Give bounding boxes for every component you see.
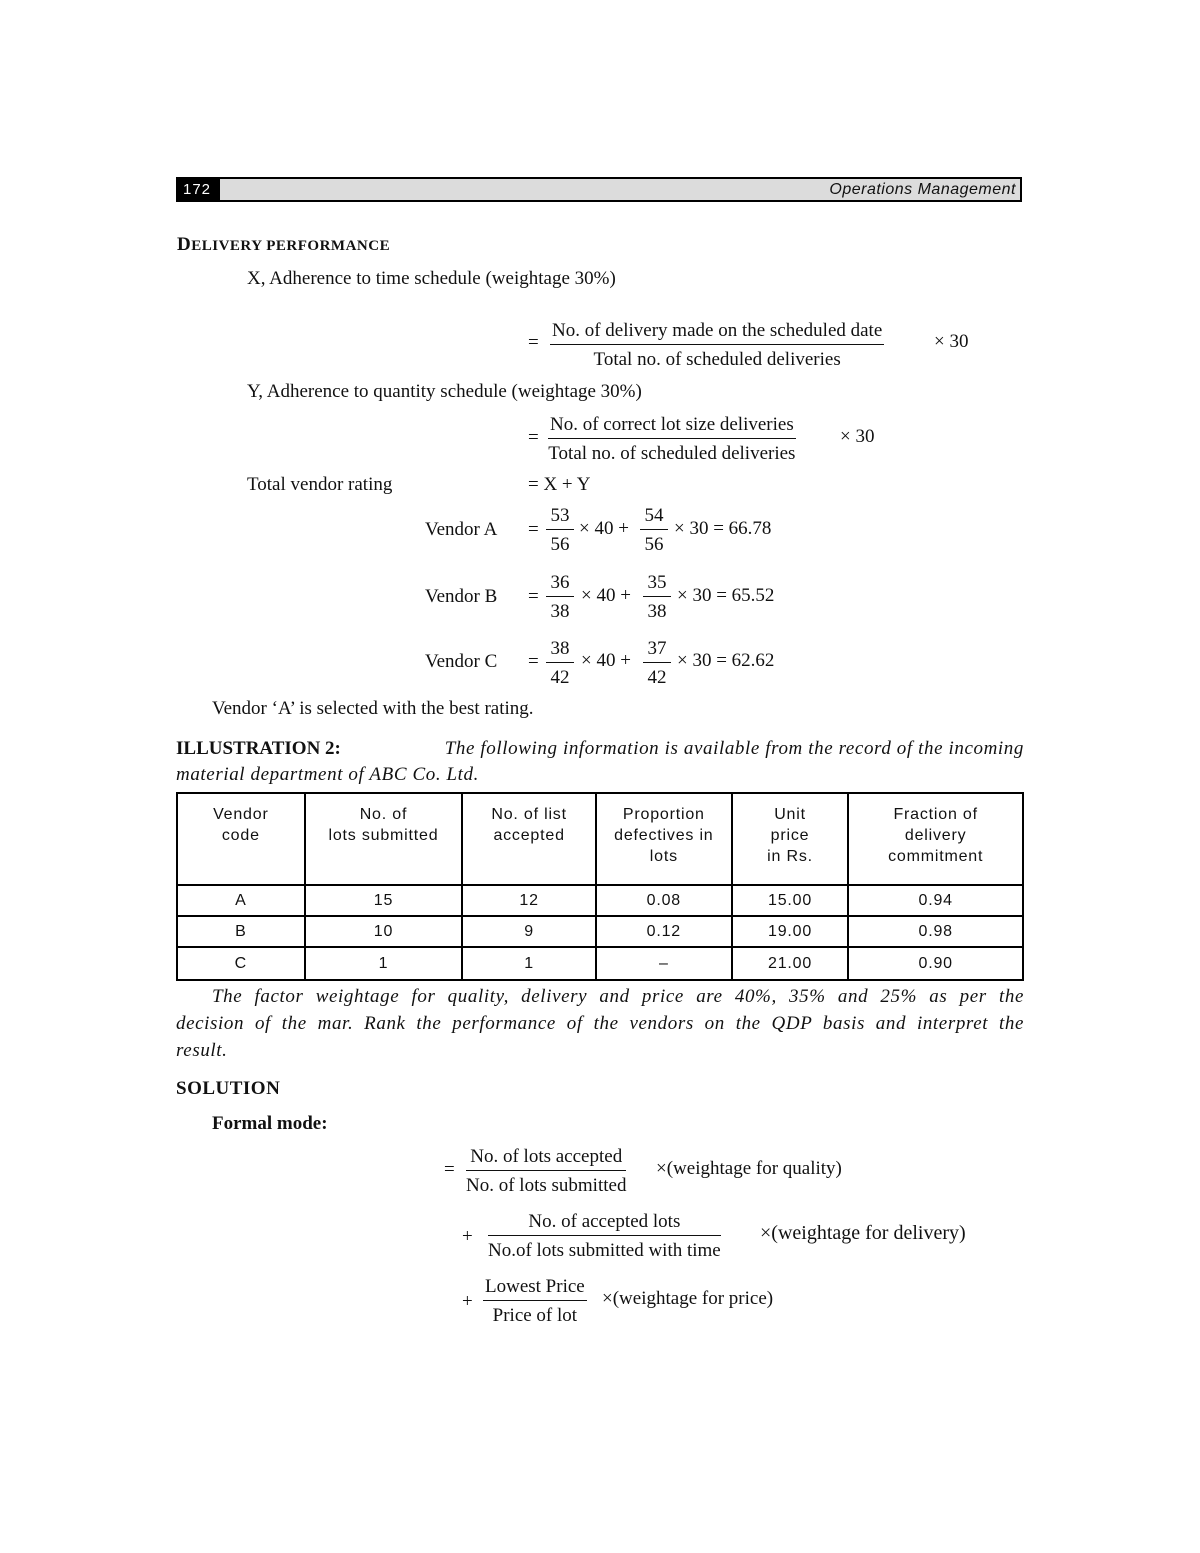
formula-equals: = (444, 1159, 455, 1180)
table-cell: 0.94 (848, 885, 1023, 916)
table-cell: C (177, 947, 305, 980)
x-numerator: No. of delivery made on the scheduled date (550, 318, 884, 345)
table-cell: 15.00 (732, 885, 849, 916)
table-cell: 0.08 (596, 885, 732, 916)
vendor-b-num-2: 35 (643, 570, 671, 597)
table-cell: 0.12 (596, 916, 732, 947)
header-line: price (770, 827, 810, 844)
illustration-line-1: The following information is available from the record of the incoming (444, 738, 1024, 759)
vendor-b-fraction-1 (546, 570, 574, 625)
quality-numerator: No. of lots accepted (466, 1144, 626, 1171)
header-line: lots (649, 848, 678, 865)
vendor-a-fraction-2 (640, 503, 668, 558)
vendor-a-den-1: 56 (550, 534, 570, 555)
price-numerator: Lowest Price (483, 1274, 587, 1301)
section-heading-delivery (177, 234, 390, 256)
heading-rest: ELIVERY PERFORMANCE (191, 238, 391, 254)
price-weightage: ×(weightage for price) (602, 1288, 774, 1309)
header-line: delivery (904, 827, 967, 844)
header-line: No. of list (491, 806, 567, 823)
table-header-row (177, 793, 1023, 885)
question-line-1: The factor weightage for quality, delivery and price are 40%, 35% and 25% as per the (212, 986, 1024, 1007)
vendor-c-den-1: 42 (550, 667, 570, 688)
total-rating-label: Total vendor rating (247, 474, 393, 495)
col-header-vendor-code (177, 793, 305, 885)
delivery-weightage: ×(weightage for delivery) (760, 1222, 966, 1244)
illustration-label: ILLUSTRATION 2: (176, 738, 341, 759)
header-line: accepted (493, 827, 565, 844)
table-row (177, 916, 1023, 947)
header-line: defectives in (614, 827, 714, 844)
table-cell: A (177, 885, 305, 916)
col-header-delivery-commitment (848, 793, 1023, 885)
x-multiplier: × 30 (934, 331, 969, 352)
table-cell: 0.98 (848, 916, 1023, 947)
vendor-b-equals: = (528, 586, 539, 607)
solution-heading: SOLUTION (176, 1078, 281, 1099)
vendor-c-num-2: 37 (643, 636, 671, 663)
header-line: code (221, 827, 260, 844)
vendor-c-equals: = (528, 651, 539, 672)
table-cell: 1 (305, 947, 463, 980)
price-denominator: Price of lot (492, 1305, 578, 1326)
quality-weightage: ×(weightage for quality) (656, 1158, 842, 1179)
illustration-paragraph (176, 738, 1024, 786)
vendor-c-fraction-1 (546, 636, 574, 691)
delivery-denominator: No.of lots submitted with time (488, 1240, 721, 1261)
y-denominator: Total no. of scheduled deliveries (548, 443, 796, 464)
vendor-b-num-1: 36 (546, 570, 574, 597)
vendor-c-result: × 30 = 62.62 (677, 650, 775, 671)
vendor-b-den-1: 38 (550, 601, 570, 622)
col-header-lots-submitted (305, 793, 463, 885)
table-cell: 10 (305, 916, 463, 947)
header-line: in Rs. (767, 848, 813, 865)
col-header-lots-accepted (462, 793, 596, 885)
header-line: Vendor (213, 806, 269, 823)
page-header (176, 177, 1022, 202)
formula-plus-1: + (462, 1226, 473, 1247)
table-cell: 21.00 (732, 947, 849, 980)
heading-cap: D (177, 234, 192, 255)
vendor-a-label: Vendor A (425, 519, 498, 540)
y-equals: = (528, 427, 539, 448)
book-title: Operations Management (829, 181, 1016, 198)
vendor-a-fraction-1 (546, 503, 574, 558)
table-row (177, 947, 1023, 980)
table-cell: 12 (462, 885, 596, 916)
table-cell: 1 (462, 947, 596, 980)
x-denominator: Total no. of scheduled deliveries (593, 349, 841, 370)
y-numerator: No. of correct lot size deliveries (548, 412, 796, 439)
table-cell: B (177, 916, 305, 947)
quality-denominator: No. of lots submitted (466, 1175, 627, 1196)
table-cell: – (596, 947, 732, 980)
header-line: No. of (359, 806, 408, 823)
col-header-proportion-defectives (596, 793, 732, 885)
delivery-fraction (488, 1209, 721, 1264)
header-line: Fraction of (893, 806, 978, 823)
question-line-2: decision of the mar. Rank the performance of the vendors on the QDP basis and interpret the (176, 1013, 1024, 1034)
vendor-c-middle: × 40 + (581, 650, 631, 671)
table-row (177, 885, 1023, 916)
quality-fraction (466, 1144, 626, 1199)
x-equals: = (528, 332, 539, 353)
vendor-a-num-2: 54 (640, 503, 668, 530)
formula-plus-2: + (462, 1291, 473, 1312)
header-line: commitment (888, 848, 984, 865)
table-cell: 19.00 (732, 916, 849, 947)
vendor-a-num-1: 53 (546, 503, 574, 530)
y-fraction (548, 412, 796, 467)
header-line: Proportion (622, 806, 705, 823)
vendor-b-den-2: 38 (647, 601, 667, 622)
x-fraction (550, 318, 884, 373)
vendor-a-middle: × 40 + (579, 518, 629, 539)
vendor-a-result: × 30 = 66.78 (674, 518, 772, 539)
vendor-a-equals: = (528, 519, 539, 540)
col-header-unit-price (732, 793, 849, 885)
x-label: X, Adherence to time schedule (weightage 30%) (247, 268, 616, 289)
table-cell: 9 (462, 916, 596, 947)
vendor-c-fraction-2 (643, 636, 671, 691)
header-line: Unit (774, 806, 806, 823)
vendor-b-label: Vendor B (425, 586, 498, 607)
header-line: lots submitted (328, 827, 439, 844)
delivery-numerator: No. of accepted lots (488, 1209, 721, 1236)
question-line-3: result. (176, 1040, 228, 1061)
vendor-table (176, 792, 1024, 981)
vendor-c-label: Vendor C (425, 651, 498, 672)
y-label: Y, Adherence to quantity schedule (weightage 30%) (247, 381, 642, 402)
table-cell: 0.90 (848, 947, 1023, 980)
solution-subheading: Formal mode: (212, 1113, 328, 1134)
y-multiplier: × 30 (840, 426, 875, 447)
page-number: 172 (178, 179, 220, 200)
vendor-c-num-1: 38 (546, 636, 574, 663)
table-cell: 15 (305, 885, 463, 916)
vendor-c-den-2: 42 (647, 667, 667, 688)
vendor-b-fraction-2 (643, 570, 671, 625)
vendor-b-result: × 30 = 65.52 (677, 585, 775, 606)
vendor-b-middle: × 40 + (581, 585, 631, 606)
total-rating-expression: = X + Y (528, 474, 591, 495)
vendor-a-den-2: 56 (644, 534, 664, 555)
illustration-line-2: material department of ABC Co. Ltd. (176, 764, 480, 785)
selection-result: Vendor ‘A’ is selected with the best rating. (212, 698, 534, 719)
price-fraction (483, 1274, 587, 1329)
